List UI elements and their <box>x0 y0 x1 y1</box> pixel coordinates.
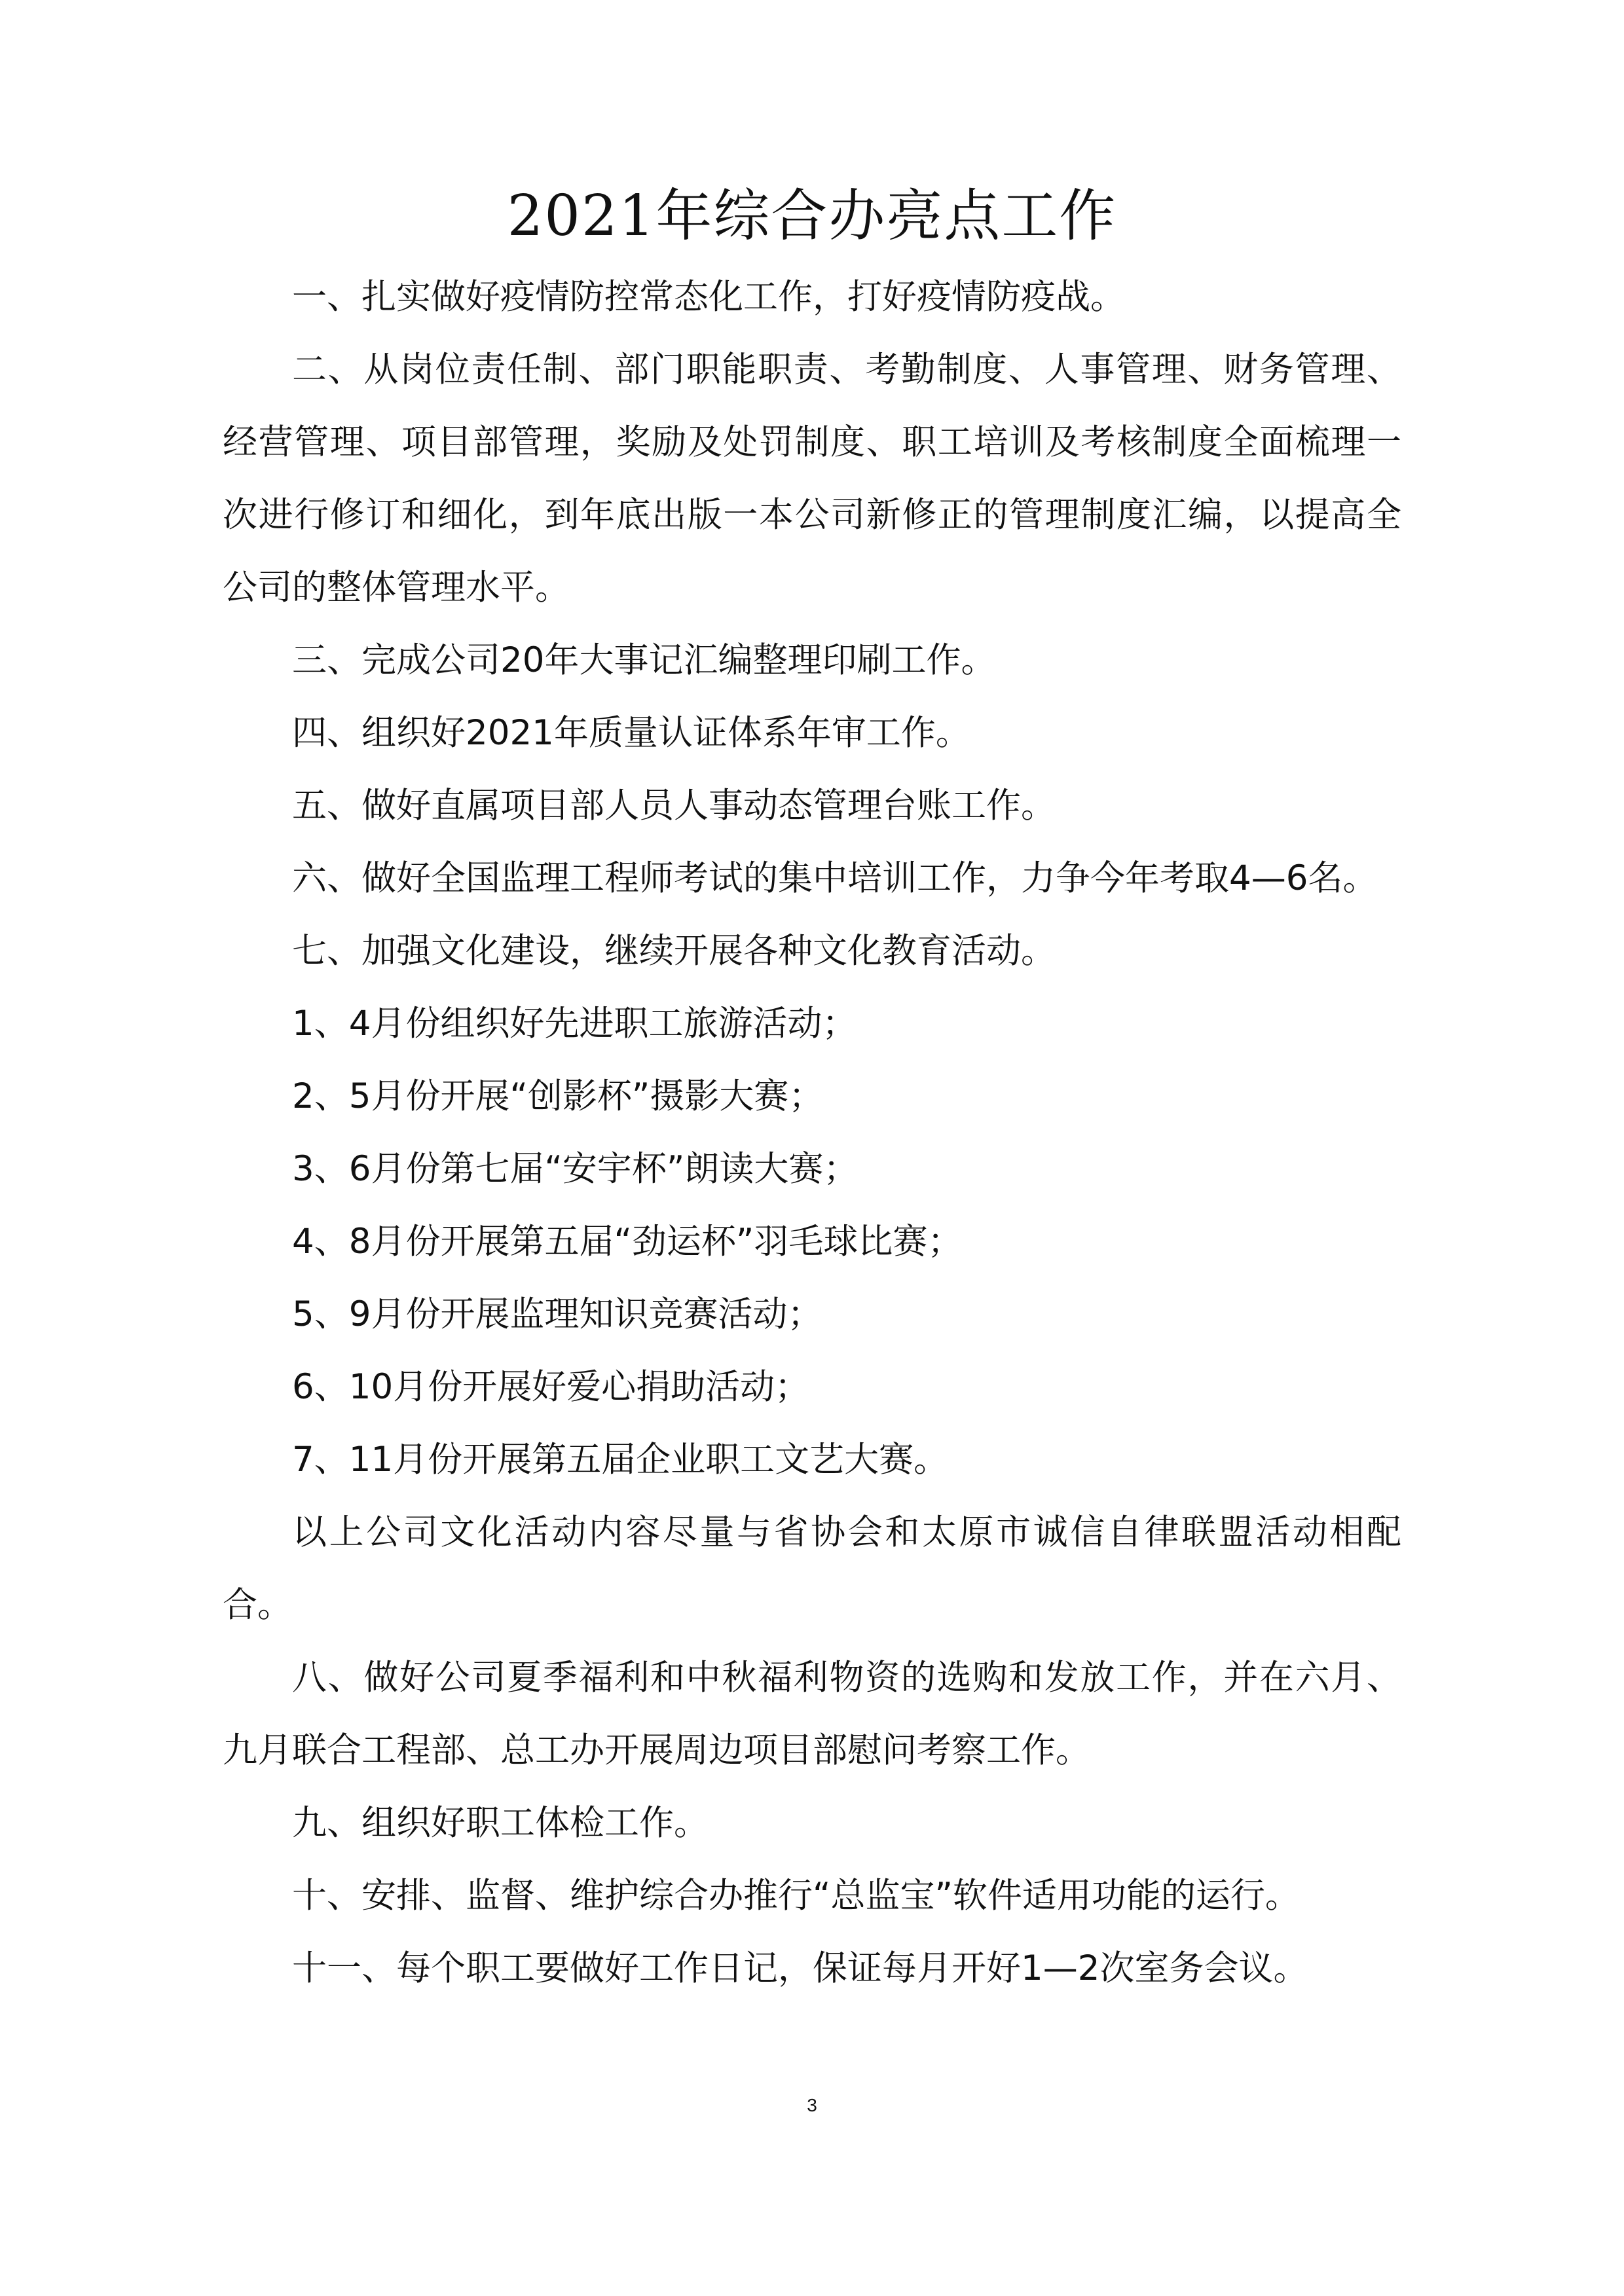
page-number: 3 <box>807 2095 817 2115</box>
document-body <box>223 261 1401 2005</box>
activity-item-6: 6、10月份开展好爱心捐助活动； <box>292 1367 810 1407</box>
activity-item-4: 4、8月份开展第五届“劲运杯”羽毛球比赛； <box>292 1222 963 1262</box>
activity-item-2: 2、5月份开展“创影杯”摄影大赛； <box>292 1076 824 1116</box>
paragraph-4: 四、组织好2021年质量认证体系年审工作。 <box>292 713 970 753</box>
paragraph-1: 一、扎实做好疫情防控常态化工作，打好疫情防疫战。 <box>292 277 1125 317</box>
paragraph-6: 六、做好全国监理工程师考试的集中培训工作，力争今年考取4—6名。 <box>292 858 1378 898</box>
paragraph-11: 十、安排、监督、维护综合办推行“总监宝”软件适用功能的运行。 <box>292 1876 1300 1916</box>
activity-item-7: 7、11月份开展第五届企业职工文艺大赛。 <box>292 1440 949 1480</box>
paragraph-3: 三、完成公司20年大事记汇编整理印刷工作。 <box>292 640 996 680</box>
activity-item-5: 5、9月份开展监理知识竞赛活动； <box>292 1294 822 1334</box>
paragraph-12: 十一、每个职工要做好工作日记，保证每月开好1—2次室务会议。 <box>292 1948 1308 1988</box>
activity-item-3: 3、6月份第七届“安宇杯”朗读大赛； <box>292 1149 858 1189</box>
paragraph-2: 二、从岗位责任制、部门职能职责、考勤制度、人事管理、财务管理、经营管理、项目部管理，奖励及处罚制度、职工培训及考核制度全面梳理一次进行修订和细化，到年底出版一本公司新修正的管理制度汇编，以提高全公司的整体管理水平。 <box>223 350 1401 608</box>
activity-item-1: 1、4月份组织好先进职工旅游活动； <box>292 1004 857 1044</box>
paragraph-7: 七、加强文化建设，继续开展各种文化教育活动。 <box>292 931 1056 971</box>
paragraph-10: 九、组织好职工体检工作。 <box>292 1803 709 1843</box>
document-title: 2021年综合办亮点工作 <box>507 183 1117 249</box>
paragraph-9: 八、做好公司夏季福利和中秋福利物资的选购和发放工作，并在六月、九月联合工程部、总工办开展周边项目部慰问考察工作。 <box>223 1658 1401 1770</box>
paragraph-5: 五、做好直属项目部人员人事动态管理台账工作。 <box>292 786 1056 826</box>
paragraph-8: 以上公司文化活动内容尽量与省协会和太原市诚信自律联盟活动相配合。 <box>223 1512 1401 1625</box>
